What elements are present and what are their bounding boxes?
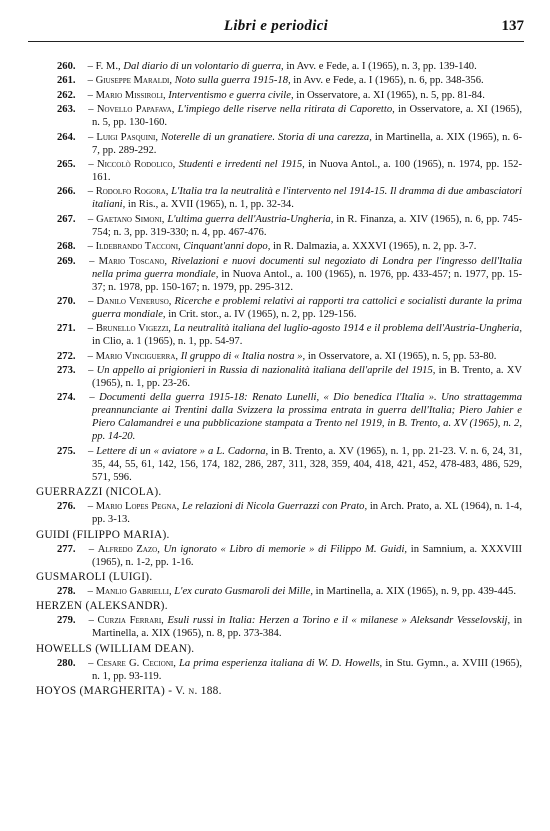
entry-source: in Avv. e Fede, a. I (1965), n. 6, pp. 348-356. (293, 75, 484, 87)
entry-number: 262. (57, 89, 76, 101)
entry-title: Studenti e irredenti nel 1915, (178, 158, 305, 170)
entry-title: Un appello ai prigionieri in Russia di nazionalità italiana dell'aprile del 1915, (96, 365, 436, 377)
entry-number: 278. (57, 586, 76, 598)
entry-title: Lettere di un « aviatore » a L. Cadorna, (96, 445, 269, 457)
entry-number: 274. (57, 392, 76, 404)
entry-number: 260. (57, 61, 76, 72)
header-rule (28, 41, 524, 42)
entry-author: Manlio Gabrielli, (95, 586, 172, 598)
bibliography-list (26, 60, 522, 699)
bib-entry: 269. – Mario Toscano, Rivelazioni e nuovi documenti sul negoziato di Londra per l'ingresso dell'Italia nella prima guerra mondiale, in Nuova Antol., a. 100 (1965), n. 1976, pp. 433-457; n. 1977, pp. 15-37; n. 1978, pp. 150-167; n. 1979, pp. 295-312. (57, 255, 523, 293)
entry-title: L'Italia tra la neutralità e l'intervento nel 1914-15. Il dramma di due ambasciatori italiani, (92, 186, 522, 211)
section-heading: HERZEN (ALEKSANDR). (36, 600, 168, 613)
bib-entry: 263. – Novello Papafava, L'impiego delle riserve nella ritirata di Caporetto, in Osservatore, a. XI (1965), n. 5, pp. 130-160. (57, 104, 522, 129)
section-heading: HOWELLS (WILLIAM DEAN). (36, 642, 195, 655)
section-heading: GUSMAROLI (LUIGI). (36, 571, 153, 584)
entry-title: L'impiego delle riserve nella ritirata di Caporetto, (177, 104, 395, 116)
bib-entry: 274. – Documenti della guerra 1915-18: Renato Lunelli, « Dio benedica l'Italia ». Uno strattagemma preannunciante ai Trentini dalla Svizzera la prossima entrata in guerra dell'Italia; Piero Jahier e Piero Calamandrei e una pubblicazione stampata a Trento nel 1919, in B. Trento, a. XV (1965), n. 2, pp. 14-20. (57, 392, 522, 443)
bib-entry: 280. – Cesare G. Cecioni, La prima esperienza italiana di W. D. Howells, in Stu. Gymn., a. XVIII (1965), n. 1, pp. 93-119. (57, 657, 523, 682)
entry-source: in Nuova Antol., a. 100 (1965), n. 1976, pp. 433-457; n. 1977, pp. 15-37; n. 1978, pp. 150-167; n. 1979, pp. 295-312. (92, 268, 522, 293)
entry-number: 279. (57, 615, 76, 627)
section-heading: HOYOS (MARGHERITA) - V. n. 188. (36, 685, 222, 698)
bib-entry: 277. – Alfredo Zazo, Un ignorato « Libro di memorie » di Filippo M. Guidi, in Samnium, a. XXXVIII (1965), n. 1-2, pp. 1-16. (57, 543, 522, 568)
header-title: Libri e periodici (223, 18, 329, 34)
bib-entry: 262. – Mario Missiroli, Interventismo e guerra civile, in Osservatore, a. XI (1965), n. 5, pp. 81-84. (57, 89, 485, 101)
entry-source: in Martinella, a. XIX (1965), n. 6-7, pp. 289-292. (92, 131, 522, 156)
entry-author: Ildebrando Tacconi, (95, 241, 181, 253)
entry-title: Le relazioni di Nicola Guerrazzi con Prato, (181, 501, 368, 513)
section-heading: GUIDI (FILIPPO MARIA). (36, 528, 170, 541)
bib-entry: 268. – Ildebrando Tacconi, Cinquant'anni dopo, in R. Dalmazia, a. XXXVI (1965), n. 2, pp. 3-7. (57, 241, 477, 253)
entry-author: Alfredo Zazo, (97, 543, 160, 555)
entry-number: 268. (57, 241, 76, 253)
entry-source: in R. Dalmazia, a. XXXVI (1965), n. 2, pp. 3-7. (273, 241, 477, 253)
section-heading: GUERRAZZI (NICOLA). (36, 486, 162, 499)
entry-author: Novello Papafava, (96, 104, 175, 116)
entry-author: Mario Lopes Pegna, (95, 501, 180, 513)
bib-entry: 276. – Mario Lopes Pegna, Le relazioni di Nicola Guerrazzi con Prato, in Arch. Prato, a. XL (1964), n. 1-4, pp. 3-13. (57, 501, 522, 526)
entry-source: in Nuova Antol., a. 100 (1965), n. 1974, pp. 152-161. (92, 158, 522, 183)
bib-entry: 273. – Un appello ai prigionieri in Russia di nazionalità italiana dell'aprile del 1915, in B. Trento, a. XV (1965), n. 1, pp. 23-26. (57, 365, 523, 390)
entry-author: Luigi Pasquini, (96, 131, 158, 143)
bib-entry: 271. – Brunello Vigezzi, La neutralità italiana del luglio-agosto 1914 e il problema dell'Austria-Ungheria, in Clio, a. 1 (1965), n. 1, pp. 54-97. (57, 323, 523, 348)
entry-source: in Osservatore, a. XI (1965), n. 5, pp. 53-80. (307, 350, 497, 362)
running-header (28, 18, 524, 38)
entry-title: Cinquant'anni dopo, (183, 241, 271, 253)
entry-source: in Arch. Prato, a. XL (1964), n. 1-4, pp. 3-13. (92, 501, 522, 526)
entry-author: Mario Vinciguerra, (95, 350, 179, 362)
entry-title: Documenti della guerra 1915-18: (99, 392, 248, 404)
entry-number: 271. (57, 323, 76, 335)
entry-source: in Ris., a. XVII (1965), n. 1, pp. 32-34. (127, 199, 294, 211)
entry-author: Cesare G. Cecioni, (96, 657, 176, 669)
entry-title: Dal diario di un volontario di guerra, (123, 61, 284, 72)
entry-author: Giuseppe Maraldi, (95, 75, 173, 87)
entry-number: 272. (57, 350, 76, 362)
entry-number: 266. (57, 186, 76, 198)
entry-title: La prima esperienza italiana di W. D. Howells, (179, 657, 383, 669)
entry-number: 263. (57, 104, 76, 116)
entry-source: in B. Trento, a. XV (1965), n. 1, pp. 23-26. (92, 365, 523, 390)
bib-entry: 266. – Rodolfo Rogora, L'Italia tra la neutralità e l'intervento nel 1914-15. Il dramma di due ambasciatori italiani, in Ris., a. XVII (1965), n. 1, pp. 32-34. (57, 186, 522, 211)
bib-entry: 272. – Mario Vinciguerra, Il gruppo di « Italia nostra », in Osservatore, a. XI (1965), n. 5, pp. 53-80. (57, 350, 497, 362)
entry-title: La neutralità italiana del luglio-agosto 1914 e il problema dell'Austria-Ungheria, (173, 323, 523, 335)
bib-entry: 278. – Manlio Gabrielli, L'ex curato Gusmaroli dei Mille, in Martinella, a. XIX (1965), n. 9, pp. 439-445. (57, 586, 517, 598)
bib-entry: 275. – Lettere di un « aviatore » a L. Cadorna, in B. Trento, a. XV (1965), n. 1, pp. 21-23. V. n. 6, 24, 31, 35, 44, 55, 61, 142, 156, 174, 182, 286, 287, 311, 328, 359, 404, 418, 421, 452, 478-483, 486, 529, 571, 596. (57, 445, 523, 483)
entry-number: 267. (57, 213, 76, 225)
entry-number: 270. (57, 295, 76, 307)
entry-author: Gaetano Simoni, (96, 213, 165, 225)
entry-source: in Osservatore, a. XI (1965), n. 5, pp. 81-84. (296, 89, 485, 101)
entry-source: in Osservatore, a. XI (1965), n. 5, pp. 130-160. (92, 104, 522, 129)
entry-number: 276. (57, 501, 76, 513)
entry-source: Renato Lunelli, « Dio benedica l'Italia ». Uno strattagemma preannunciante ai Trentini dalla Svizzera la prossima entrata in guerra dell'Italia; Piero Jahier e Piero Calamandrei e una pubblicazione stampata a Trento nel 1919, in B. Trento, a. XV (1965), n. 2, pp. 14-20. (92, 392, 522, 443)
entry-title: Noterelle di un granatiere. Storia di una carezza, (161, 131, 372, 143)
page-number: 137 (501, 18, 524, 34)
entry-source: in Avv. e Fede, a. I (1965), n. 3, pp. 139-140. (286, 61, 477, 72)
entry-title: Rivelazioni e nuovi documenti sul negoziato di Londra per l'ingresso dell'Italia nella prima guerra mondiale, (92, 255, 523, 280)
entry-author: Mario Missiroli, (95, 89, 166, 101)
entry-author: F. M., (95, 61, 121, 72)
entry-number: 275. (57, 445, 76, 457)
entry-source: in Stu. Gymn., a. XVIII (1965), n. 1, pp. 93-119. (92, 657, 523, 682)
entry-source: in Clio, a. 1 (1965), n. 1, pp. 54-97. (92, 336, 243, 348)
entry-number: 261. (57, 75, 76, 87)
entry-title: Il gruppo di « Italia nostra », (180, 350, 306, 362)
entry-title: L'ex curato Gusmaroli dei Mille, (174, 586, 313, 598)
entry-title: Ricerche e problemi relativi ai rapporti tra cattolici e socialisti durante la prima guerra mondiale, (92, 295, 522, 320)
bib-entry: 267. – Gaetano Simoni, L'ultima guerra dell'Austria-Ungheria, in R. Finanza, a. XIV (1965), n. 6, pp. 745-754; n. 3, pp. 319-330; n. 4, pp. 467-476. (57, 213, 522, 238)
entry-number: 280. (57, 657, 76, 669)
entry-author: Mario Toscano, (98, 255, 168, 267)
entry-author: Danilo Veneruso, (96, 295, 172, 307)
entry-title: Noto sulla guerra 1915-18, (174, 75, 291, 87)
entry-author: Rodolfo Rogora, (95, 186, 169, 198)
entry-number: 264. (57, 131, 76, 143)
bib-entry: 279. – Curzia Ferrari, Esuli russi in Italia: Herzen a Torino e il « milanese » Aleksandr Vesselovskij, in Martinella, a. XIX (1965), n. 8, pp. 373-384. (57, 615, 523, 640)
bib-entry: 265. – Niccolò Rodolico, Studenti e irredenti nel 1915, in Nuova Antol., a. 100 (1965), n. 1974, pp. 152-161. (57, 158, 522, 183)
entry-author: Niccolò Rodolico, (96, 158, 176, 170)
entry-source: in R. Finanza, a. XIV (1965), n. 6, pp. 745-754; n. 3, pp. 319-330; n. 4, pp. 467-476. (92, 213, 522, 238)
entry-author: Brunello Vigezzi, (95, 323, 171, 335)
bib-entry: 264. – Luigi Pasquini, Noterelle di un granatiere. Storia di una carezza, in Martinella, a. XIX (1965), n. 6-7, pp. 289-292. (57, 131, 522, 156)
entry-source: in Samnium, a. XXXVIII (1965), n. 1-2, pp. 1-16. (92, 543, 522, 568)
bib-entry: 260. – F. M., Dal diario di un volontario di guerra, in Avv. e Fede, a. I (1965), n. 3, pp. 139-140. (57, 61, 477, 72)
entry-source: in Crit. stor., a. IV (1965), n. 2, pp. 129-156. (168, 308, 357, 320)
entry-number: 265. (57, 158, 76, 170)
entry-title: Un ignorato « Libro di memorie » di Filippo M. Guidi, (163, 543, 408, 555)
entry-number: 273. (57, 365, 76, 377)
entry-title: Interventismo e guerra civile, (168, 89, 294, 101)
entry-source: in B. Trento, a. XV (1965), n. 1, pp. 21-23. V. n. 6, 24, 31, 35, 44, 55, 61, 142, 156, 174, 182, 286, 287, 311, 328, 359, 404, 418, 421, 452, 478-483, 486, 529, 571, 596. (92, 445, 523, 483)
entry-title: L'ultima guerra dell'Austria-Ungheria, (167, 213, 334, 225)
bib-entry: 261. – Giuseppe Maraldi, Noto sulla guerra 1915-18, in Avv. e Fede, a. I (1965), n. 6, pp. 348-356. (57, 75, 484, 87)
entry-number: 269. (57, 255, 76, 267)
entry-source: in Martinella, a. XIX (1965), n. 9, pp. 439-445. (315, 586, 517, 598)
entry-author: Curzia Ferrari, (97, 615, 164, 627)
entry-title: Esuli russi in Italia: Herzen a Torino e il « milanese » Aleksandr Vesselovskij, (167, 615, 511, 627)
bib-entry: 270. – Danilo Veneruso, Ricerche e problemi relativi ai rapporti tra cattolici e socialisti durante la prima guerra mondiale, in Crit. stor., a. IV (1965), n. 2, pp. 129-156. (57, 295, 522, 320)
entry-source: in Martinella, a. XIX (1965), n. 8, pp. 373-384. (92, 615, 523, 640)
entry-number: 277. (57, 543, 76, 555)
